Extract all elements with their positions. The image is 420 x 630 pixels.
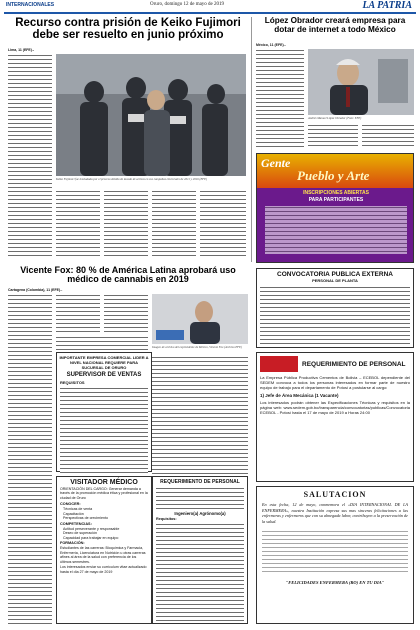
ad-visitador-conocer-list [57, 507, 151, 520]
ad-supervisor-title: IMPORTANTE EMPRESA COMERCIAL LIDER A NIVEL NACIONAL REQUIERE PARA SUCURSAL DE ORURO [59, 355, 149, 370]
story3-byline: Cartagena (Colombia), 11 (EFE).- [8, 288, 63, 292]
ad-pueblo-arte-details [265, 206, 407, 254]
list-item: Capacitación [63, 511, 84, 516]
ad-pueblo-arte-participantes: PARA PARTICIPANTES [308, 197, 364, 203]
ad-ecebol-body: La Empresa Pública Productiva Cementos de Bolivia – ECEBOL dependiente del SEDEM convoca a todos los personas interesados en formar parte de nuestro equipo de trabajo para el departamento de Potosí a postularse al cargo: [260, 375, 410, 391]
story1-headline: Recurso contra prisión de Keiko Fujimori debe ser resuelto en junio próximo [15, 17, 241, 42]
dateline: Oruro, domingo 12 de mayo de 2019 [150, 2, 225, 7]
list-item: Capacidad para trabajar en equipo [63, 535, 119, 540]
ad-ecebol-cargo: 1) Jefe de Área Mecánica (1 Vacante) [260, 392, 339, 398]
list-item: Actitud perseverante y responsable [63, 526, 120, 531]
ad-pueblo-arte [256, 153, 414, 263]
story3-column-4 [56, 336, 148, 350]
list-item: Técnicas de venta [63, 507, 93, 512]
ad-salutacion [256, 486, 414, 624]
story3-caption: Imagen de archivo del expresidente de México, Vicente Fox (Archivo EFE) [152, 345, 242, 349]
ad-visitador-formacion: FORMACIÓN: [60, 541, 85, 546]
ad-visitador-contact: Los interesados enviar su currículum vitae actualizado hasta el día 27 de mayo de 2019 [60, 565, 147, 574]
story2-column-3 [362, 124, 414, 149]
story1-column-1 [8, 54, 52, 258]
story2-headline: López Obrador creará empresa para dotar de internet a todo México [264, 16, 406, 34]
story2-photo-scene [308, 49, 414, 115]
ad-convocatoria-title: CONVOCATORIA PUBLICA EXTERNA [277, 271, 393, 278]
story1-column-2 [56, 190, 100, 258]
ad-convocatoria-listing [152, 356, 248, 474]
ad-supervisor-body [60, 387, 148, 475]
ad-salutacion-more [262, 530, 408, 574]
story1-byline: Lima, 11 (EFE).- [8, 48, 35, 52]
ad-convocatoria-table [260, 286, 410, 344]
column-divider [251, 17, 252, 262]
ad-salutacion-body: En esta fecha, 12 de mayo, conmemora el «DIA INTERNACIONAL DE LA ENFERMERA», nuestra Institución expresa sus mas sinceras felicitaciones a las enfermeras y enfermeros que con su abnegada labor, contribuyen a la preservación de la salud. [262, 502, 408, 525]
header-rule [4, 12, 416, 14]
ad-ecebol-header [257, 353, 413, 375]
ad-salutacion-title: SALUTACION [303, 490, 367, 499]
story1-caption: Keiko Fujimori fue trasladada por el proceso debido de lavado de activos en sus campañas electorales de 2011 y 2016 (EFE) [56, 177, 207, 181]
ad-visitador-competencias-list [57, 527, 151, 540]
story3-headline: Vicente Fox: 80 % de América Latina aprobará uso médico de cannabis en 2019 [20, 265, 236, 285]
story2-column-1 [256, 49, 304, 149]
ad-requerimiento-role: Ingeniero(a) Agrónomo(a) [174, 511, 226, 516]
list-item: Deseo de superación [63, 531, 97, 536]
ad-visitador-formacion-body: Estudiantes de las carreras: Bioquímica y Farmacia, Enfermería, Licenciatura en Nutrición u otras carreras afines al área de la salud con preferencia de los últimos semestres. [60, 546, 146, 564]
story1-column-4 [152, 190, 196, 258]
ad-visitador-body: ORIENTACIÓN DEL CARGO: Generar demanda a través de la promoción médica ética y profesional en la ciudad de Oruro [60, 487, 148, 500]
ad-pueblo-arte-word1: Gente [261, 156, 291, 170]
ad-requerimiento-title: REQUERIMIENTO DE PERSONAL [160, 479, 240, 485]
ad-visitador-title: VISITADOR MÉDICO [70, 479, 138, 486]
story2-photo [308, 49, 414, 115]
story1-column-3 [104, 190, 148, 258]
ad-convocatoria-wrap [152, 356, 248, 474]
story3-column-1 [8, 294, 52, 624]
story3-photo-scene [152, 294, 248, 344]
ad-salutacion-closing: "FELICIDADES ENFERMERA (RO) EN TU DIA" [285, 579, 385, 585]
ad-convocatoria-publica [256, 268, 414, 348]
story2-byline: México, 11 (EFE).- [256, 43, 286, 47]
ad-visitador-competencias: COMPETENCIAS: [60, 521, 92, 526]
newspaper-logo: LA PATRIA [362, 0, 412, 11]
ad-ecebol [256, 352, 414, 482]
list-item: Perspectivas de crecimiento [63, 516, 108, 521]
story3-column-2 [56, 294, 100, 332]
ad-requerimiento-requisitos: Requisitos: [156, 517, 177, 521]
story2-column-2 [308, 124, 358, 149]
ad-visitador-medico [56, 476, 152, 624]
ecebol-logo-icon [260, 356, 298, 372]
story1-photo [56, 54, 246, 176]
ad-ecebol-tail: Los interesados podrán obtener las Especificaciones Técnicas y requisitos en la página web: www.sedem.gob.bo/transparencia/convocatorias/publicas/Convocatoria ECEBOL - Potosí hasta el 17 de mayo de 2019 a Horas 24:00 [260, 399, 410, 415]
story2-caption: Andrés Manuel López Obrador (Foto: EFE) [308, 116, 362, 120]
ad-visitador-conocer: CONOCER: [60, 502, 81, 507]
ad-pueblo-arte-inscripciones: INSCRIPCIONES ABIERTAS [303, 190, 369, 196]
ad-convocatoria-subtitle: PERSONAL DE PLANTA [312, 278, 358, 283]
ad-pueblo-arte-word2: Pueblo y Arte [297, 168, 370, 183]
ad-supervisor-role: SUPERVISOR DE VENTAS [66, 372, 142, 378]
story1-column-5 [200, 190, 246, 258]
ad-supervisor-requisitos: REQUISITOS [60, 380, 85, 385]
story3-column-3 [104, 294, 148, 332]
ad-requerimiento-intro [156, 487, 244, 509]
story1-photo-scene [56, 54, 246, 176]
ad-requerimiento-agronomo [152, 476, 248, 624]
ad-ecebol-title: REQUERIMIENTO DE PERSONAL [302, 360, 406, 368]
story3-photo [152, 294, 248, 344]
ad-supervisor-ventas [56, 352, 152, 472]
section-label: INTERNACIONALES [6, 2, 55, 8]
ad-requerimiento-body [156, 523, 244, 623]
